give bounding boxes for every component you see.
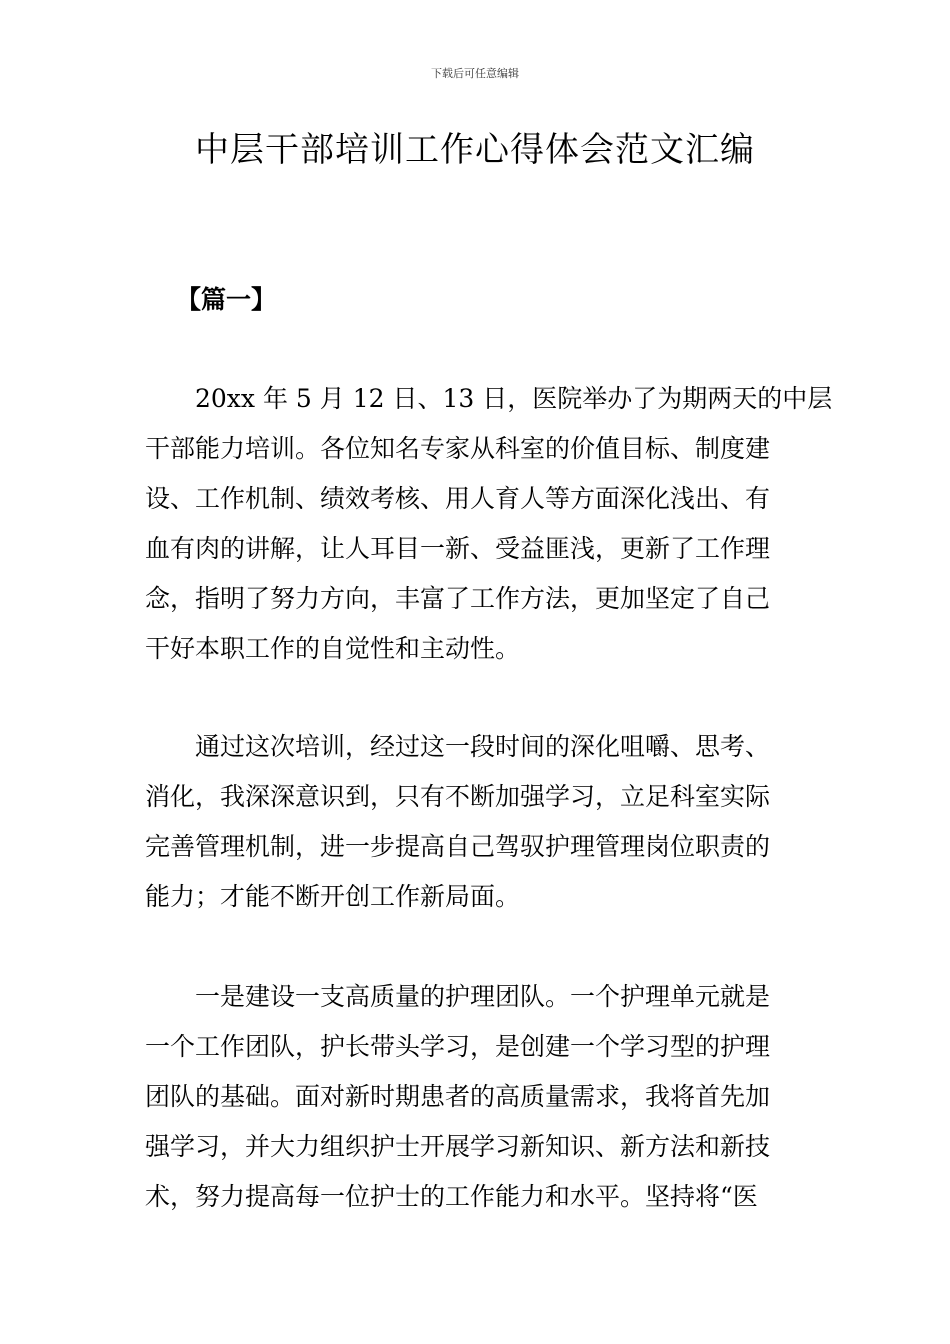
paragraph-1 [145,374,833,674]
paragraph-line: 消化，我深深意识到，只有不断加强学习，立足科室实际 [145,782,771,811]
paragraph-line: 一是建设一支高质量的护理团队。一个护理单元就是 [145,982,771,1011]
section-label: 【篇一】 [176,285,277,314]
paragraph-line: 血有肉的讲解，让人耳目一新、受益匪浅，更新了工作理 [145,534,771,563]
paragraph-line: 一个工作团队，护长带头学习，是创建一个学习型的护理 [145,1032,771,1061]
paragraph-line: 术，努力提高每一位护士的工作能力和水平。坚持将“医 [145,1182,758,1211]
paragraph-3 [145,972,807,1222]
paragraph-line: 干好本职工作的自觉性和主动性。 [145,634,521,663]
header-note: 下载后可任意编辑 [431,67,519,80]
paragraph-line: 20xx 年 5 月 12 日、13 日，医院举办了为期两天的中层 [145,384,833,413]
paragraph-line: 强学习，并大力组织护士开展学习新知识、新方法和新技 [145,1132,771,1161]
paragraph-line: 能力；才能不断开创工作新局面。 [145,882,521,911]
paragraph-line: 念，指明了努力方向，丰富了工作方法，更加坚定了自己 [145,584,771,613]
document-title: 中层干部培训工作心得体会范文汇编 [195,130,755,170]
paragraph-2 [145,722,807,922]
paragraph-line: 设、工作机制、绩效考核、用人育人等方面深化浅出、有 [145,484,771,513]
paragraph-line: 团队的基础。面对新时期患者的高质量需求，我将首先加 [145,1082,771,1111]
paragraph-line: 通过这次培训，经过这一段时间的深化咀嚼、思考、 [145,732,771,761]
paragraph-line: 完善管理机制，进一步提高自己驾驭护理管理岗位职责的 [145,832,771,861]
paragraph-line: 干部能力培训。各位知名专家从科室的价值目标、制度建 [145,434,771,463]
